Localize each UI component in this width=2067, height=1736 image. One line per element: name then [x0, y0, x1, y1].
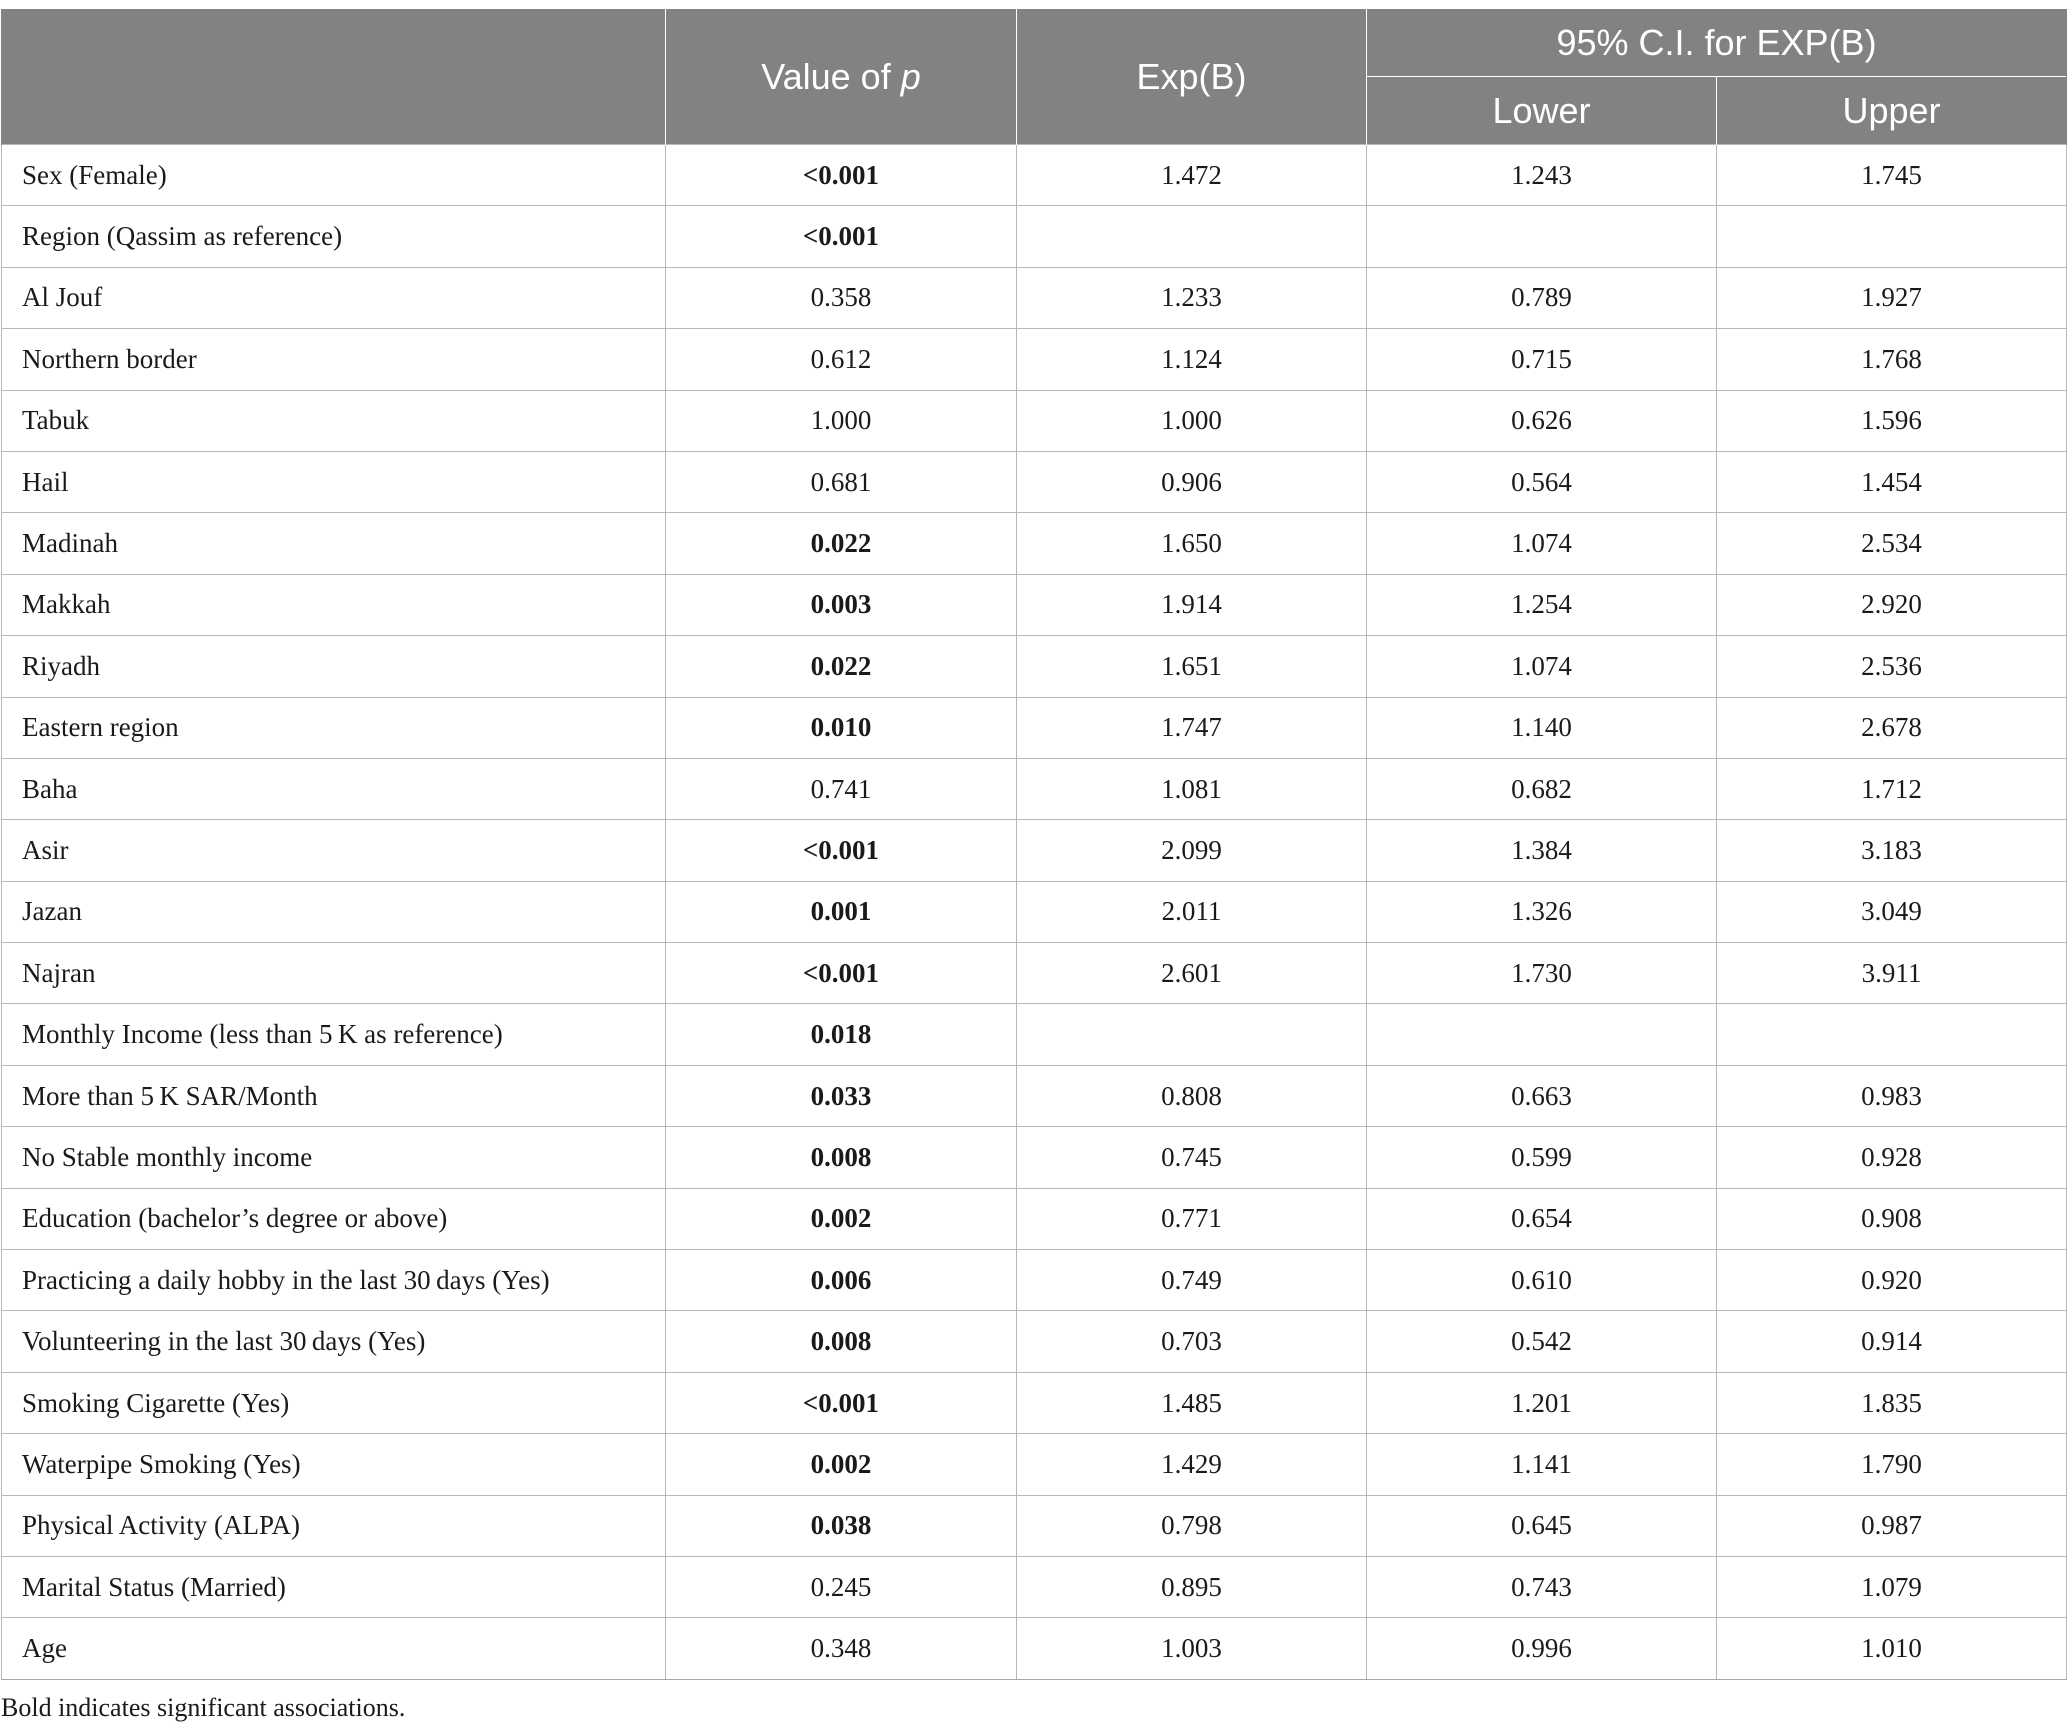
exp-b-cell: 1.081 — [1017, 758, 1367, 819]
ci-lower-cell: 1.140 — [1367, 697, 1717, 758]
row-label: Sex (Female) — [2, 145, 666, 206]
ci-upper-cell: 1.596 — [1717, 390, 2067, 451]
exp-b-cell: 0.771 — [1017, 1188, 1367, 1249]
table-row — [2, 1188, 2067, 1249]
row-label: Northern border — [2, 329, 666, 390]
ci-upper-cell: 1.927 — [1717, 267, 2067, 328]
row-label: No Stable monthly income — [2, 1127, 666, 1188]
ci-upper-cell — [1717, 1004, 2067, 1065]
ci-lower-cell: 0.654 — [1367, 1188, 1717, 1249]
header-p-value-prefix: Value of — [761, 55, 901, 97]
p-value-cell: <0.001 — [666, 206, 1017, 267]
exp-b-cell — [1017, 1004, 1367, 1065]
ci-lower-cell: 0.663 — [1367, 1065, 1717, 1126]
row-label: Asir — [2, 820, 666, 881]
row-label: Age — [2, 1618, 666, 1679]
header-variable-cell — [2, 9, 666, 145]
p-value-cell: 0.018 — [666, 1004, 1017, 1065]
exp-b-cell: 0.906 — [1017, 451, 1367, 512]
header-p-value — [666, 9, 1017, 145]
header-ci-lower: Lower — [1367, 77, 1717, 145]
p-value-cell: <0.001 — [666, 820, 1017, 881]
ci-upper-cell: 1.712 — [1717, 758, 2067, 819]
table-row — [2, 1004, 2067, 1065]
table-row — [2, 697, 2067, 758]
table-row — [2, 145, 2067, 206]
p-value-cell: 0.002 — [666, 1188, 1017, 1249]
exp-b-cell: 1.650 — [1017, 513, 1367, 574]
p-value-cell: 0.003 — [666, 574, 1017, 635]
exp-b-cell: 1.000 — [1017, 390, 1367, 451]
p-value-cell: 0.008 — [666, 1311, 1017, 1372]
row-label: Waterpipe Smoking (Yes) — [2, 1434, 666, 1495]
ci-upper-cell: 2.534 — [1717, 513, 2067, 574]
ci-lower-cell: 0.599 — [1367, 1127, 1717, 1188]
exp-b-cell: 1.651 — [1017, 636, 1367, 697]
table-row — [2, 574, 2067, 635]
header-ci-upper: Upper — [1717, 77, 2067, 145]
ci-upper-cell: 1.454 — [1717, 451, 2067, 512]
regression-table-container — [1, 9, 2066, 1680]
row-label: Riyadh — [2, 636, 666, 697]
table-row — [2, 267, 2067, 328]
ci-lower-cell: 0.715 — [1367, 329, 1717, 390]
row-label: Volunteering in the last 30 days (Yes) — [2, 1311, 666, 1372]
header-ci-group: 95% C.I. for EXP(B) — [1367, 9, 2067, 77]
table-row — [2, 1434, 2067, 1495]
ci-lower-cell: 0.996 — [1367, 1618, 1717, 1679]
ci-lower-cell: 1.384 — [1367, 820, 1717, 881]
ci-lower-cell: 0.645 — [1367, 1495, 1717, 1556]
exp-b-cell: 1.233 — [1017, 267, 1367, 328]
table-row — [2, 1618, 2067, 1679]
ci-lower-cell: 0.564 — [1367, 451, 1717, 512]
table-row — [2, 513, 2067, 574]
p-value-cell: 0.358 — [666, 267, 1017, 328]
ci-lower-cell: 0.626 — [1367, 390, 1717, 451]
ci-lower-cell: 1.730 — [1367, 943, 1717, 1004]
ci-upper-cell: 3.183 — [1717, 820, 2067, 881]
table-row — [2, 820, 2067, 881]
row-label: Al Jouf — [2, 267, 666, 328]
ci-upper-cell: 2.678 — [1717, 697, 2067, 758]
row-label: Monthly Income (less than 5 K as reference) — [2, 1004, 666, 1065]
p-value-cell: 1.000 — [666, 390, 1017, 451]
ci-lower-cell: 0.743 — [1367, 1556, 1717, 1617]
table-row — [2, 1250, 2067, 1311]
ci-lower-cell — [1367, 206, 1717, 267]
exp-b-cell: 2.601 — [1017, 943, 1367, 1004]
ci-upper-cell: 1.079 — [1717, 1556, 2067, 1617]
ci-lower-cell: 1.074 — [1367, 513, 1717, 574]
header-exp-b: Exp(B) — [1017, 9, 1367, 145]
p-value-cell: 0.022 — [666, 636, 1017, 697]
p-value-cell: 0.010 — [666, 697, 1017, 758]
ci-upper-cell: 1.835 — [1717, 1372, 2067, 1433]
row-label: Jazan — [2, 881, 666, 942]
p-value-cell: 0.038 — [666, 1495, 1017, 1556]
p-value-cell: 0.001 — [666, 881, 1017, 942]
exp-b-cell: 0.745 — [1017, 1127, 1367, 1188]
p-value-cell: 0.002 — [666, 1434, 1017, 1495]
exp-b-cell: 1.485 — [1017, 1372, 1367, 1433]
ci-upper-cell: 2.536 — [1717, 636, 2067, 697]
exp-b-cell — [1017, 206, 1367, 267]
exp-b-cell: 2.011 — [1017, 881, 1367, 942]
row-label: Region (Qassim as reference) — [2, 206, 666, 267]
ci-upper-cell: 3.049 — [1717, 881, 2067, 942]
row-label: Makkah — [2, 574, 666, 635]
row-label: Eastern region — [2, 697, 666, 758]
ci-upper-cell: 3.911 — [1717, 943, 2067, 1004]
table-body — [2, 145, 2067, 1680]
ci-lower-cell: 0.682 — [1367, 758, 1717, 819]
row-label: Tabuk — [2, 390, 666, 451]
ci-lower-cell: 1.141 — [1367, 1434, 1717, 1495]
row-label: Education (bachelor’s degree or above) — [2, 1188, 666, 1249]
regression-table — [1, 9, 2067, 1680]
row-label: More than 5 K SAR/Month — [2, 1065, 666, 1126]
exp-b-cell: 1.472 — [1017, 145, 1367, 206]
table-row — [2, 390, 2067, 451]
exp-b-cell: 1.914 — [1017, 574, 1367, 635]
p-value-cell: 0.006 — [666, 1250, 1017, 1311]
header-p-italic: p — [900, 55, 921, 97]
ci-upper-cell: 1.768 — [1717, 329, 2067, 390]
p-value-cell: 0.681 — [666, 451, 1017, 512]
table-row — [2, 1556, 2067, 1617]
row-label: Practicing a daily hobby in the last 30 days (Yes) — [2, 1250, 666, 1311]
ci-upper-cell: 1.010 — [1717, 1618, 2067, 1679]
ci-lower-cell: 1.243 — [1367, 145, 1717, 206]
row-label: Smoking Cigarette (Yes) — [2, 1372, 666, 1433]
p-value-cell: 0.022 — [666, 513, 1017, 574]
table-row — [2, 943, 2067, 1004]
table-header — [2, 9, 2067, 145]
ci-upper-cell: 0.928 — [1717, 1127, 2067, 1188]
exp-b-cell: 1.747 — [1017, 697, 1367, 758]
exp-b-cell: 1.124 — [1017, 329, 1367, 390]
row-label: Najran — [2, 943, 666, 1004]
table-row — [2, 1495, 2067, 1556]
table-row — [2, 329, 2067, 390]
ci-lower-cell: 0.789 — [1367, 267, 1717, 328]
row-label: Baha — [2, 758, 666, 819]
ci-upper-cell: 0.914 — [1717, 1311, 2067, 1372]
exp-b-cell: 1.429 — [1017, 1434, 1367, 1495]
exp-b-cell: 0.703 — [1017, 1311, 1367, 1372]
table-row — [2, 1127, 2067, 1188]
exp-b-cell: 0.749 — [1017, 1250, 1367, 1311]
ci-lower-cell: 1.254 — [1367, 574, 1717, 635]
table-row — [2, 1065, 2067, 1126]
exp-b-cell: 1.003 — [1017, 1618, 1367, 1679]
p-value-cell: <0.001 — [666, 1372, 1017, 1433]
ci-lower-cell — [1367, 1004, 1717, 1065]
table-row — [2, 1311, 2067, 1372]
p-value-cell: 0.008 — [666, 1127, 1017, 1188]
table-row — [2, 451, 2067, 512]
table-row — [2, 881, 2067, 942]
p-value-cell: 0.612 — [666, 329, 1017, 390]
row-label: Hail — [2, 451, 666, 512]
exp-b-cell: 2.099 — [1017, 820, 1367, 881]
table-row — [2, 758, 2067, 819]
row-label: Physical Activity (ALPA) — [2, 1495, 666, 1556]
ci-upper-cell: 0.987 — [1717, 1495, 2067, 1556]
p-value-cell: <0.001 — [666, 943, 1017, 1004]
p-value-cell: 0.741 — [666, 758, 1017, 819]
row-label: Madinah — [2, 513, 666, 574]
p-value-cell: 0.245 — [666, 1556, 1017, 1617]
ci-upper-cell: 0.983 — [1717, 1065, 2067, 1126]
table-row — [2, 206, 2067, 267]
row-label: Marital Status (Married) — [2, 1556, 666, 1617]
ci-upper-cell: 0.908 — [1717, 1188, 2067, 1249]
table-row — [2, 636, 2067, 697]
p-value-cell: <0.001 — [666, 145, 1017, 206]
ci-upper-cell — [1717, 206, 2067, 267]
table-footnote: Bold indicates significant associations. — [1, 1693, 406, 1722]
ci-upper-cell: 0.920 — [1717, 1250, 2067, 1311]
ci-lower-cell: 1.074 — [1367, 636, 1717, 697]
ci-upper-cell: 2.920 — [1717, 574, 2067, 635]
ci-lower-cell: 1.201 — [1367, 1372, 1717, 1433]
exp-b-cell: 0.895 — [1017, 1556, 1367, 1617]
ci-lower-cell: 0.542 — [1367, 1311, 1717, 1372]
ci-lower-cell: 0.610 — [1367, 1250, 1717, 1311]
exp-b-cell: 0.798 — [1017, 1495, 1367, 1556]
ci-upper-cell: 1.745 — [1717, 145, 2067, 206]
ci-upper-cell: 1.790 — [1717, 1434, 2067, 1495]
p-value-cell: 0.033 — [666, 1065, 1017, 1126]
table-row — [2, 1372, 2067, 1433]
ci-lower-cell: 1.326 — [1367, 881, 1717, 942]
exp-b-cell: 0.808 — [1017, 1065, 1367, 1126]
p-value-cell: 0.348 — [666, 1618, 1017, 1679]
